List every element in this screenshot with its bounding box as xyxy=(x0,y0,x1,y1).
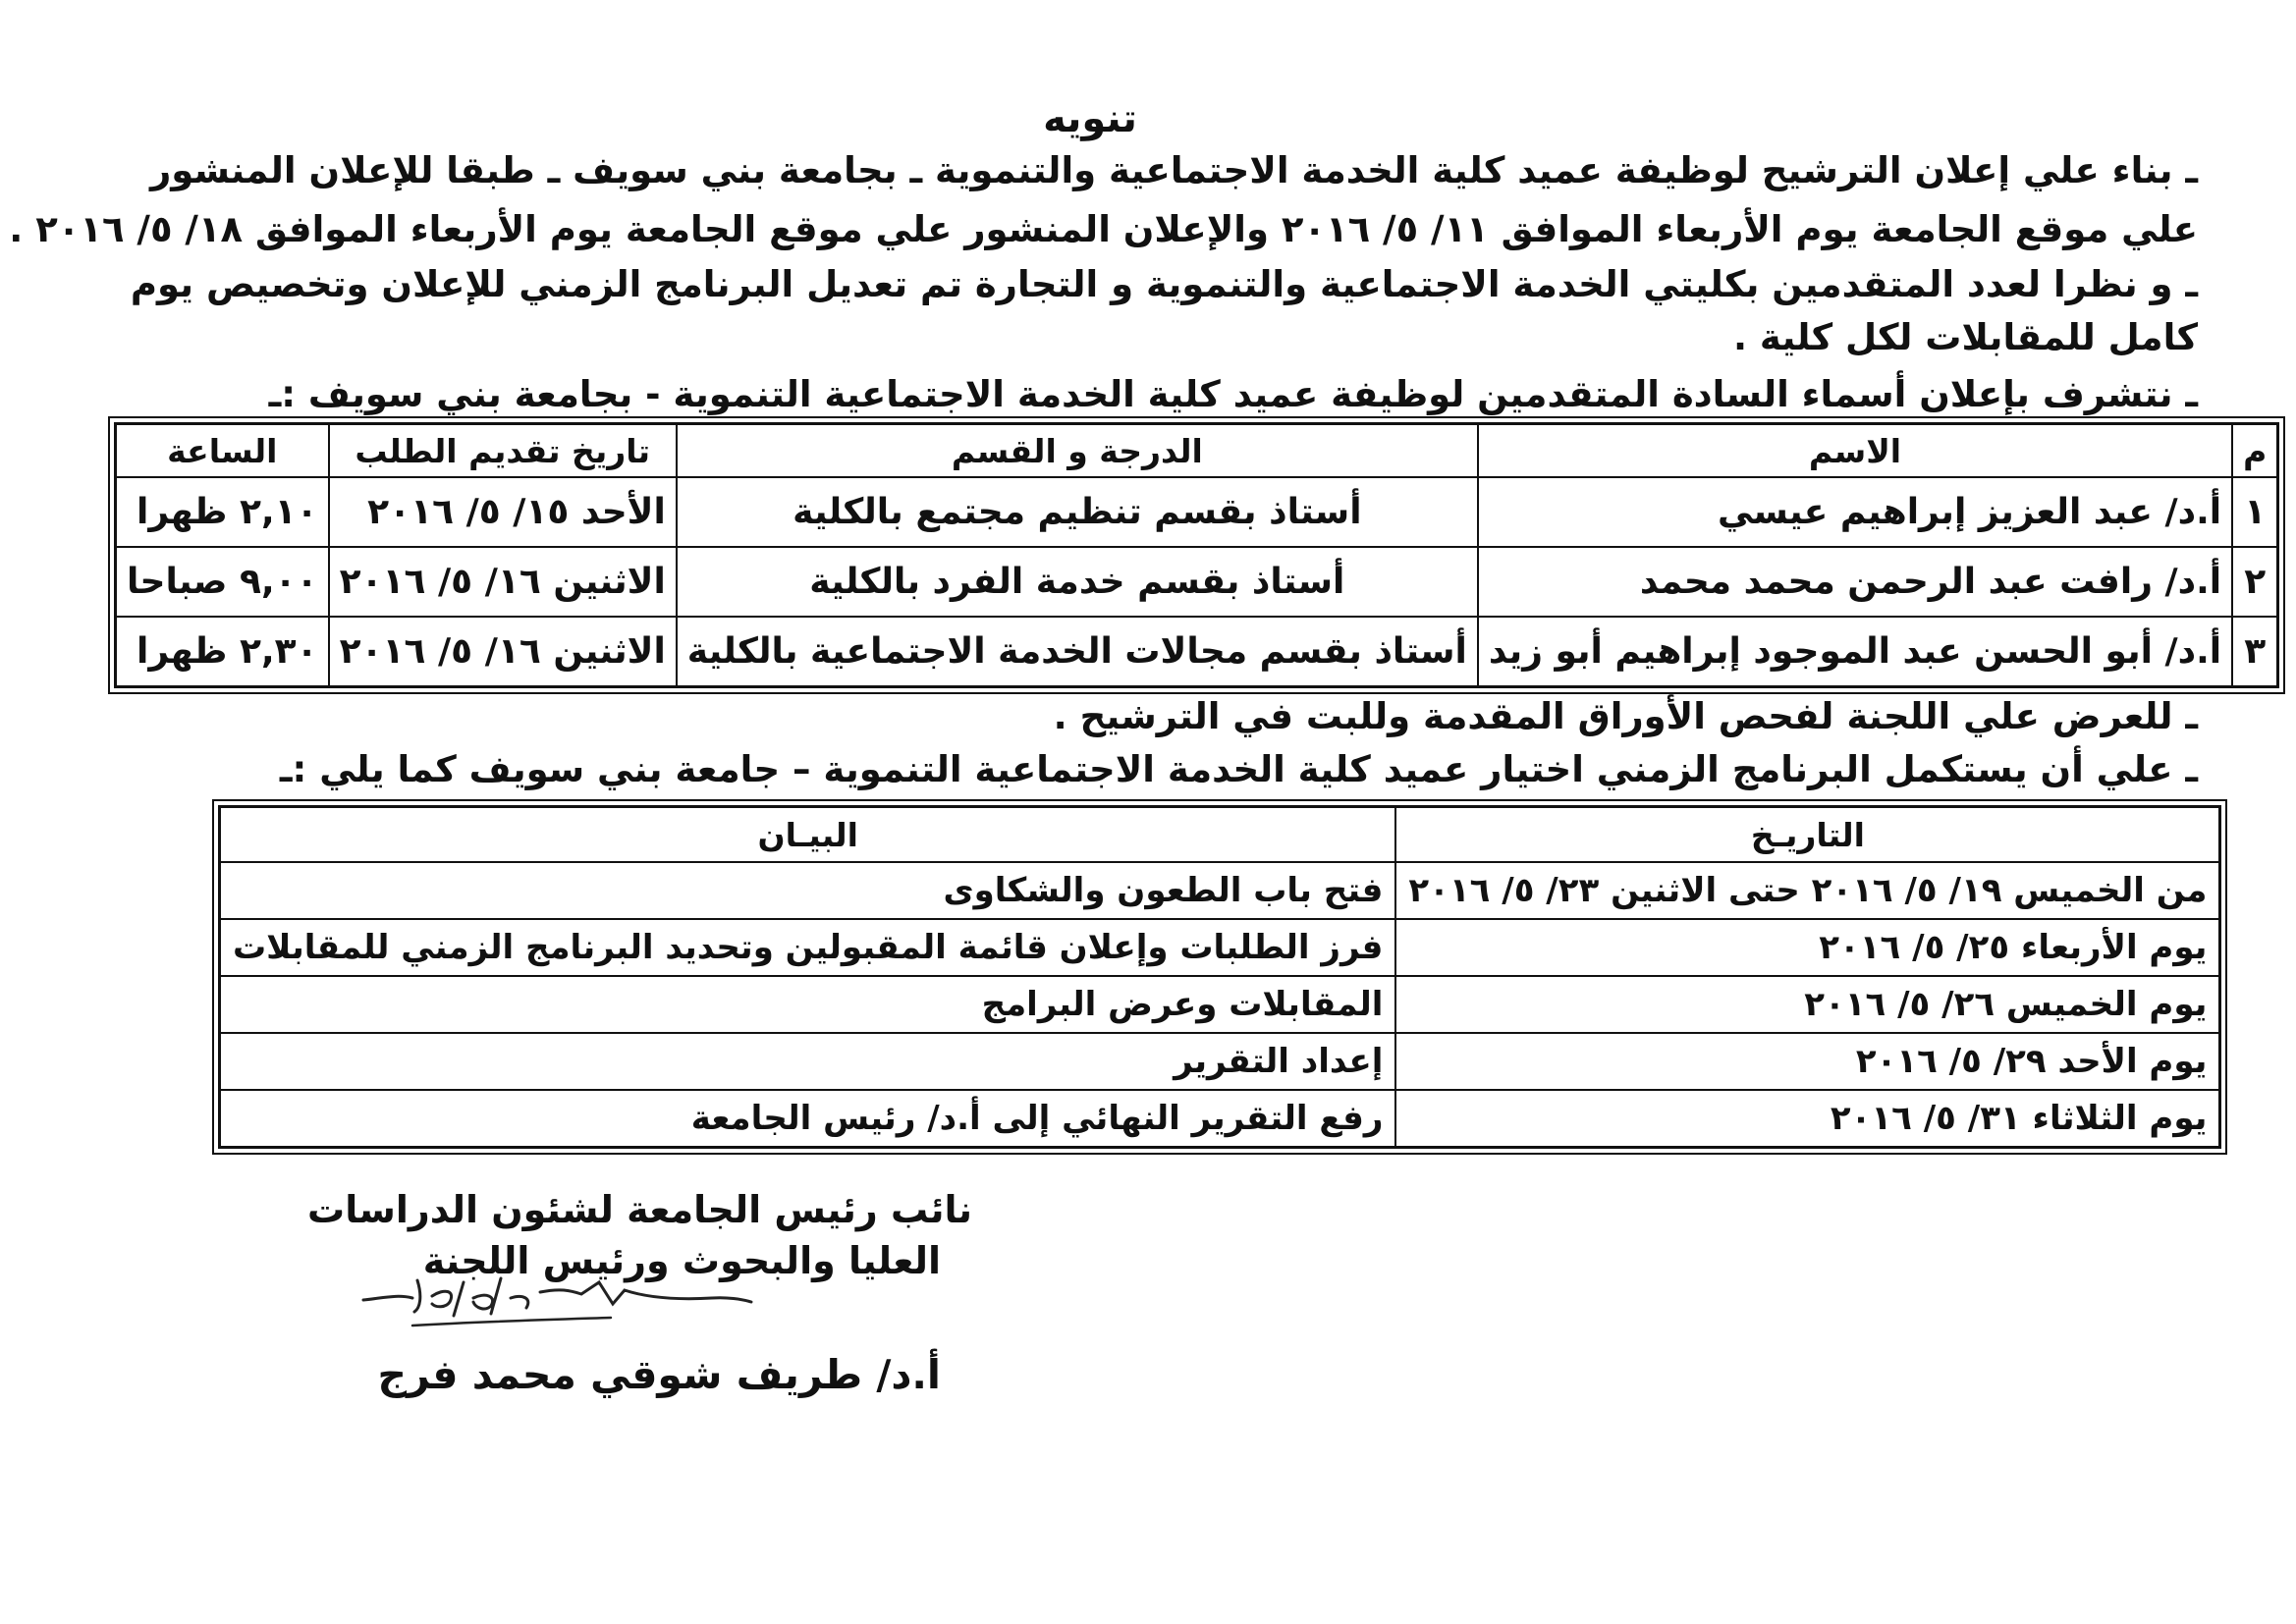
signature-title-line-1: نائب رئيس الجامعة لشئون الدراسات xyxy=(307,1188,972,1231)
header-name: الاسم xyxy=(1478,424,2232,478)
header-hour: الساعة xyxy=(116,424,329,478)
schedule-statement: فتح باب الطعون والشكاوى xyxy=(220,862,1396,919)
schedule-header-row xyxy=(220,807,2220,863)
table-row xyxy=(116,547,2278,617)
notice-line-3: ـ و نظرا لعدد المتقدمين بكليتي الخدمة الاجتماعية والتنموية و التجارة تم تعديل البرنامج الزمني للإعلان وتخصيص يوم xyxy=(130,263,2198,305)
row-hour: ٢,٣٠ ظهرا xyxy=(116,617,329,687)
table-row xyxy=(220,1090,2220,1148)
row-num: ٢ xyxy=(2232,547,2278,617)
applicants-header-row xyxy=(116,424,2278,478)
row-date: الأحد ١٥/ ٥/ ٢٠١٦ xyxy=(329,477,677,547)
row-date: الاثنين ١٦/ ٥/ ٢٠١٦ xyxy=(329,617,677,687)
signatory-name: أ.د/ طريف شوقي محمد فرج xyxy=(377,1351,941,1398)
row-num: ١ xyxy=(2232,477,2278,547)
row-name: أ.د/ رافت عبد الرحمن محمد محمد xyxy=(1478,547,2232,617)
header-schedule-statement: البيـان xyxy=(220,807,1396,863)
row-degree: أستاذ بقسم خدمة الفرد بالكلية xyxy=(677,547,1478,617)
row-hour: ٩,٠٠ صباحا xyxy=(116,547,329,617)
signature-scribble xyxy=(363,1278,751,1316)
row-hour: ٢,١٠ ظهرا xyxy=(116,477,329,547)
schedule-date: يوم الأحد ٢٩/ ٥/ ٢٠١٦ xyxy=(1395,1033,2220,1090)
header-num: م xyxy=(2232,424,2278,478)
schedule-statement: المقابلات وعرض البرامج xyxy=(220,976,1396,1033)
notice-line-1: ـ بناء علي إعلان الترشيح لوظيفة عميد كلية الخدمة الاجتماعية والتنموية ـ بجامعة بني سويف ـ طبقا للإعلان المنشور xyxy=(149,149,2198,191)
table-row xyxy=(116,477,2278,547)
schedule-date: يوم الخميس ٢٦/ ٥/ ٢٠١٦ xyxy=(1395,976,2220,1033)
schedule-statement: فرز الطلبات وإعلان قائمة المقبولين وتحديد البرنامج الزمني للمقابلات xyxy=(220,919,1396,976)
middle-line-1: ـ للعرض علي اللجنة لفحص الأوراق المقدمة وللبت في الترشيح . xyxy=(1053,695,2198,737)
row-num: ٣ xyxy=(2232,617,2278,687)
header-date: تاريخ تقديم الطلب xyxy=(329,424,677,478)
row-date: الاثنين ١٦/ ٥/ ٢٠١٦ xyxy=(329,547,677,617)
row-name: أ.د/ عبد العزيز إبراهيم عيسي xyxy=(1478,477,2232,547)
table-row xyxy=(220,1033,2220,1090)
signature-title-line-2: العليا والبحوث ورئيس اللجنة xyxy=(422,1239,941,1282)
schedule-date: يوم الثلاثاء ٣١/ ٥/ ٢٠١٦ xyxy=(1395,1090,2220,1148)
notice-line-2: علي موقع الجامعة يوم الأربعاء الموافق ١١/ ٥/ ٢٠١٦ والإعلان المنشور علي موقع الجامعة يوم الأربعاء الموافق ١٨/ ٥/ ٢٠١٦ . xyxy=(9,208,2198,250)
schedule-date: يوم الأربعاء ٢٥/ ٥/ ٢٠١٦ xyxy=(1395,919,2220,976)
handwritten-signature xyxy=(354,1269,766,1337)
schedule-date: من الخميس ١٩/ ٥/ ٢٠١٦ حتى الاثنين ٢٣/ ٥/ ٢٠١٦ xyxy=(1395,862,2220,919)
schedule-statement: إعداد التقرير xyxy=(220,1033,1396,1090)
applicants-table xyxy=(114,422,2279,688)
table-row xyxy=(116,617,2278,687)
table-row xyxy=(220,976,2220,1033)
notice-line-5: ـ نتشرف بإعلان أسماء السادة المتقدمين لوظيفة عميد كلية الخدمة الاجتماعية التنموية - بجامعة بني سويف :ـ xyxy=(268,373,2198,415)
header-schedule-date: التاريـخ xyxy=(1395,807,2220,863)
table-row xyxy=(220,862,2220,919)
middle-line-2: ـ علي أن يستكمل البرنامج الزمني اختيار عميد كلية الخدمة الاجتماعية التنموية – جامعة بني سويف كما يلي :ـ xyxy=(279,748,2198,790)
row-degree: أستاذ بقسم مجالات الخدمة الاجتماعية بالكلية xyxy=(677,617,1478,687)
header-degree: الدرجة و القسم xyxy=(677,424,1478,478)
row-name: أ.د/ أبو الحسن عبد الموجود إبراهيم أبو زيد xyxy=(1478,617,2232,687)
table-row xyxy=(220,919,2220,976)
signature-underline xyxy=(412,1318,611,1326)
notice-line-4: كامل للمقابلات لكل كلية . xyxy=(1732,316,2198,358)
row-degree: أستاذ بقسم تنظيم مجتمع بالكلية xyxy=(677,477,1478,547)
notice-title: تنويه xyxy=(1043,96,1137,141)
schedule-table xyxy=(218,805,2221,1149)
schedule-statement: رفع التقرير النهائي إلى أ.د/ رئيس الجامعة xyxy=(220,1090,1396,1148)
